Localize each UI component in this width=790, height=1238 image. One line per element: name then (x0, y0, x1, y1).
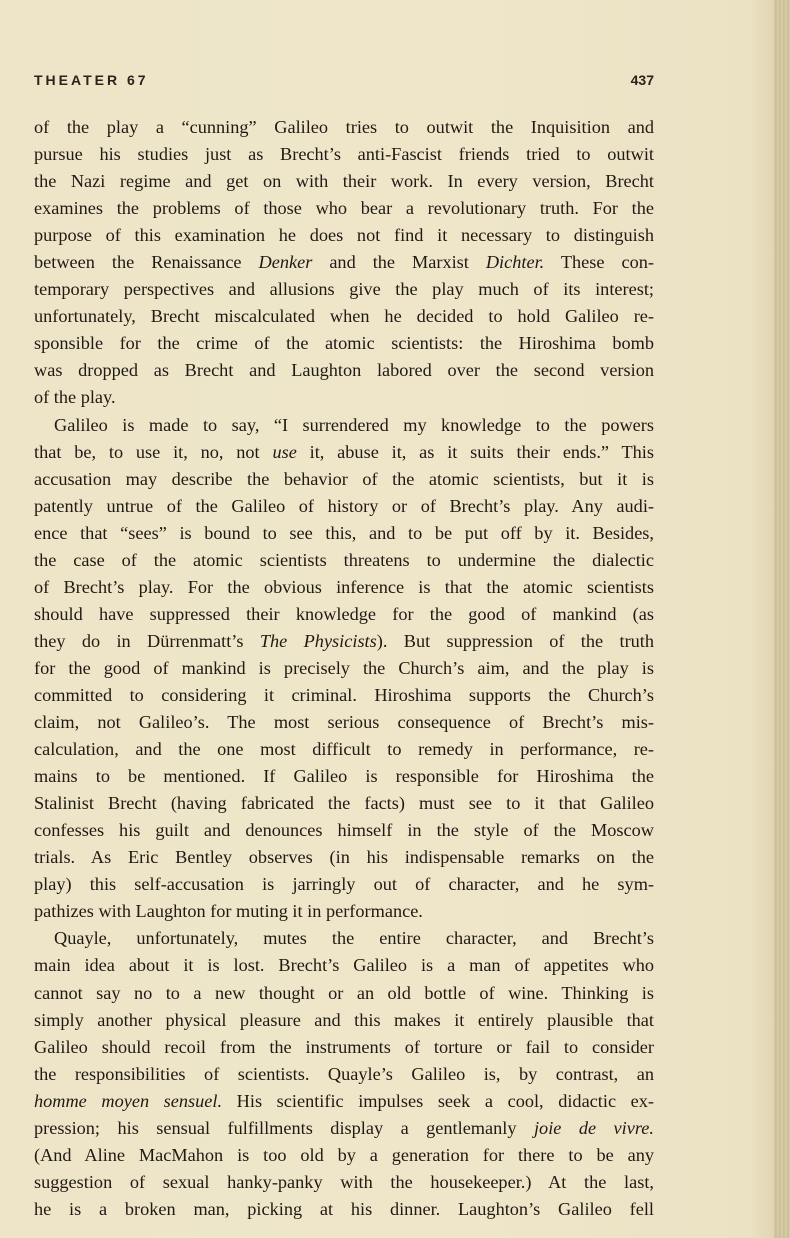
text-line: they do in Dürrenmatt’s The Physicists). But suppression of the truth (34, 630, 655, 651)
body-text (34, 114, 654, 1223)
text-line: purpose of this examination he does not find it necessary to distinguish (34, 225, 654, 246)
text-line: the Nazi regime and get on with their work. In every version, Brecht (34, 171, 654, 192)
text-line: of the play. (34, 387, 116, 408)
text-line: should have suppressed their knowledge for the good of mankind (as (34, 603, 654, 624)
text-line: of the play a “cunning” Galileo tries to outwit the Inquisition and (34, 117, 654, 137)
text-line: trials. As Eric Bentley observes (in his indispensable remarks on the (34, 847, 654, 868)
text-line: that be, to use it, no, not use it, abuse it, as it suits their ends.” This (34, 441, 654, 462)
text-line: between the Renaissance Denker and the Marxist Dichter. These con- (34, 252, 654, 273)
text-line: pursue his studies just as Brecht’s anti-Fascist friends tried to outwit (34, 144, 654, 165)
text-line: mains to be mentioned. If Galileo is responsible for Hiroshima the (34, 766, 654, 787)
text-line: unfortunately, Brecht miscalculated when he decided to hold Galileo re- (34, 306, 654, 327)
italic-term: Dichter. (485, 252, 545, 273)
text-line: the responsibilities of scientists. Quayle’s Galileo is, by contrast, an (34, 1063, 654, 1084)
text-line: of Brecht’s play. For the obvious inference is that the atomic scientists (34, 576, 654, 597)
text-line: examines the problems of those who bear a revolutionary truth. For the (34, 198, 654, 219)
text-line: main idea about it is lost. Brecht’s Galileo is a man of appetites who (34, 955, 654, 976)
text-line: cannot say no to a new thought or an old bottle of wine. Thinking is (34, 982, 654, 1003)
running-head: THEATER 67 (34, 72, 149, 88)
text-line: confesses his guilt and denounces himself in the style of the Moscow (34, 820, 654, 841)
text-line: calculation, and the one most difficult to remedy in performance, re- (34, 739, 654, 760)
page-number: 437 (630, 72, 654, 88)
text-line: Galileo is made to say, “I surrendered my knowledge to the powers (54, 414, 654, 435)
italic-term: homme moyen sensuel. (34, 1090, 223, 1111)
italic-term: use (272, 441, 297, 462)
text-line: ence that “sees” is bound to see this, and to be put off by it. Besides, (34, 522, 654, 543)
text-line: Quayle, unfortunately, mutes the entire character, and Brecht’s (54, 928, 654, 949)
text-line: patently untrue of the Galileo of history or of Brecht’s play. Any audi- (34, 495, 654, 516)
text-line: Stalinist Brecht (having fabricated the facts) must see to it that Galileo (34, 793, 654, 814)
page-header (34, 72, 654, 94)
page-edge (774, 0, 790, 1238)
text-line: temporary perspectives and allusions give the play much of its interest; (34, 279, 654, 300)
italic-term: The Physicists (259, 630, 377, 651)
text-line: (And Aline MacMahon is too old by a generation for there to be any (34, 1144, 654, 1165)
text-line: Galileo should recoil from the instruments of torture or fail to consider (34, 1036, 654, 1057)
text-line: sponsible for the crime of the atomic scientists: the Hiroshima bomb (34, 333, 654, 354)
text-line: play) this self-accusation is jarringly out of character, and he sym- (34, 874, 654, 895)
text-line: committed to considering it criminal. Hiroshima supports the Church’s (34, 684, 654, 705)
text-line: homme moyen sensuel. His scientific impulses seek a cool, didactic ex- (34, 1090, 654, 1111)
text-line: claim, not Galileo’s. The most serious consequence of Brecht’s mis- (34, 712, 654, 733)
text-line: for the good of mankind is precisely the Church’s aim, and the play is (34, 657, 654, 678)
text-line: simply another physical pleasure and this makes it entirely plausible that (34, 1009, 654, 1030)
text-line: was dropped as Brecht and Laughton labored over the second version (34, 360, 654, 381)
text-line: pathizes with Laughton for muting it in performance. (34, 901, 423, 922)
italic-term: Denker (258, 252, 313, 273)
text-line: the case of the atomic scientists threatens to undermine the dialectic (34, 549, 654, 570)
text-line: pression; his sensual fulfillments display a gentlemanly joie de vivre. (34, 1117, 654, 1138)
italic-term: joie de vivre. (533, 1117, 654, 1138)
text-line: accusation may describe the behavior of the atomic scientists, but it is (34, 468, 654, 489)
text-line: suggestion of sexual hanky-panky with the housekeeper.) At the last, (34, 1171, 654, 1192)
text-line: he is a broken man, picking at his dinner. Laughton’s Galileo fell (34, 1198, 654, 1219)
